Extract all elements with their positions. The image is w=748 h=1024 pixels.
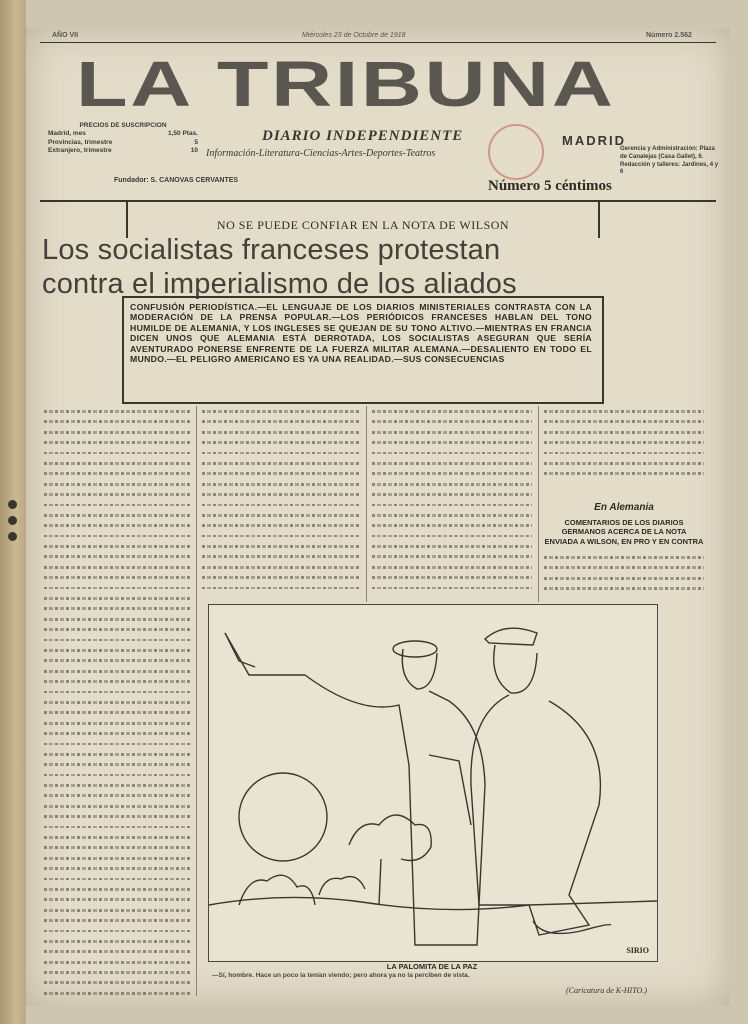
price-label: Número 5 céntimos bbox=[488, 178, 612, 194]
hat-right bbox=[485, 628, 537, 645]
top-rule bbox=[40, 42, 716, 43]
hat-left bbox=[393, 641, 437, 657]
kicker-box bbox=[126, 200, 600, 238]
newspaper-page bbox=[26, 28, 730, 1006]
subscription-row bbox=[48, 139, 198, 147]
subscription-price: 10 bbox=[190, 147, 198, 155]
headline-line-2: contra el imperialismo de los aliados bbox=[42, 268, 517, 300]
cartoon-title: LA PALOMITA DE LA PAZ bbox=[386, 962, 478, 971]
column-4-text-top bbox=[544, 410, 704, 490]
cartoon-drawing bbox=[209, 605, 657, 961]
subscription-label: Extranjero, trimestre bbox=[48, 147, 112, 155]
section-heading: En Alemania bbox=[594, 502, 654, 513]
article-summary: CONFUSIÓN PERIODÍSTICA.—EL LENGUAJE DE LOS DIARIOS MINISTERIALES CONTRASTA CON LA MODERACIÓN DE LA PRENSA POPULAR.—LOS PERIÓDICOS FRANCESES HABLAN DEL TONO HUMILDE DE ALEMANIA, Y LOS INGLESES SE QUEJAN DE SU TONO ALTIVO.—MIENTRAS EN FRANCIA DICEN UNOS QUE ALEMANIA ESTÁ DERROTADA, LOS SOCIALISTAS ASEGURAN QUE SERÍA AVENTURADO PONERSE ENFRENTE DE LA FUERZA MILITAR ALEMANA.—DESALIENTO EN TODO EL MUNDO.—EL PELIGRO AMERICANO ES YA UNA REALIDAD.—SUS CONSECUENCIAS bbox=[130, 302, 592, 365]
tree-mid bbox=[319, 877, 365, 895]
cartoon-caption: —Sí, hombre. Hace un poco la tenían viendo; pero ahora ya no la perciben de vista. bbox=[212, 972, 470, 979]
subscription-title: PRECIOS DE SUSCRIPCION bbox=[79, 122, 167, 129]
cartoon-signature: SIRIO bbox=[626, 946, 649, 955]
column-divider bbox=[366, 406, 367, 602]
shoe-right bbox=[533, 921, 611, 933]
subscription-price: 5 bbox=[194, 138, 198, 146]
tree-left bbox=[239, 875, 315, 905]
subscription-label: Provincias, trimestre bbox=[48, 138, 113, 146]
masthead-subtitle: DIARIO INDEPENDIENTE bbox=[262, 128, 464, 144]
column-3-text bbox=[372, 410, 532, 600]
date-label: Miércoles 23 de Octubre de 1918 bbox=[302, 32, 406, 39]
sun-outline bbox=[239, 773, 327, 861]
binding-hole bbox=[8, 500, 17, 509]
summary-box bbox=[122, 296, 604, 404]
face-left bbox=[402, 649, 437, 689]
masthead-title: LA TRIBUNA bbox=[76, 48, 616, 120]
belt-left bbox=[429, 755, 471, 825]
binding-hole bbox=[8, 532, 17, 541]
year-label: AÑO VII bbox=[52, 32, 79, 39]
comments-heading: COMENTARIOS DE LOS DIARIOS GERMANOS ACERCA DE LA NOTA ENVIADA A WILSON, EN PRO Y EN CONTRA bbox=[544, 518, 704, 546]
masthead-sections: Información-Literatura-Ciencias-Artes-Deportes-Teatros bbox=[206, 148, 436, 159]
face-right bbox=[494, 645, 537, 693]
kicker: NO SE PUEDE CONFIAR EN LA NOTA DE WILSON bbox=[216, 218, 510, 232]
horizon-line bbox=[209, 897, 657, 909]
column-divider bbox=[538, 406, 539, 602]
column-1-text bbox=[44, 410, 190, 996]
column-2-text bbox=[202, 410, 360, 600]
coat-right bbox=[471, 695, 601, 935]
administration-info: Gerencia y Administración: Plaza de Canalejas (Casa Gallet), 6. Redacción y talleres: Jardines, 4 y 6 bbox=[620, 146, 719, 176]
book-binding bbox=[0, 0, 26, 1024]
binding-hole bbox=[8, 516, 17, 525]
cartoon-credit: (Caricatura de K-HITO.) bbox=[566, 986, 647, 995]
tree-trunk bbox=[379, 859, 381, 905]
pointing-arm bbox=[225, 633, 255, 667]
cartoon-illustration bbox=[208, 604, 658, 962]
subscription-row bbox=[48, 130, 198, 138]
column-divider bbox=[196, 406, 197, 996]
tree-right bbox=[349, 815, 431, 861]
library-stamp bbox=[488, 124, 544, 180]
column-4-text-bottom bbox=[544, 556, 704, 602]
headline-line-1: Los socialistas franceses protestan bbox=[42, 234, 501, 266]
founder-line: Fundador: S. CANOVAS CERVANTES bbox=[114, 177, 239, 184]
masthead-city: MADRID bbox=[562, 133, 626, 148]
issue-number: Número 2.562 bbox=[646, 32, 692, 39]
subscription-price: 1,50 Ptas. bbox=[168, 130, 198, 138]
subscription-prices bbox=[48, 122, 198, 156]
subscription-row bbox=[48, 147, 198, 155]
subscription-label: Madrid, mes bbox=[48, 130, 86, 138]
